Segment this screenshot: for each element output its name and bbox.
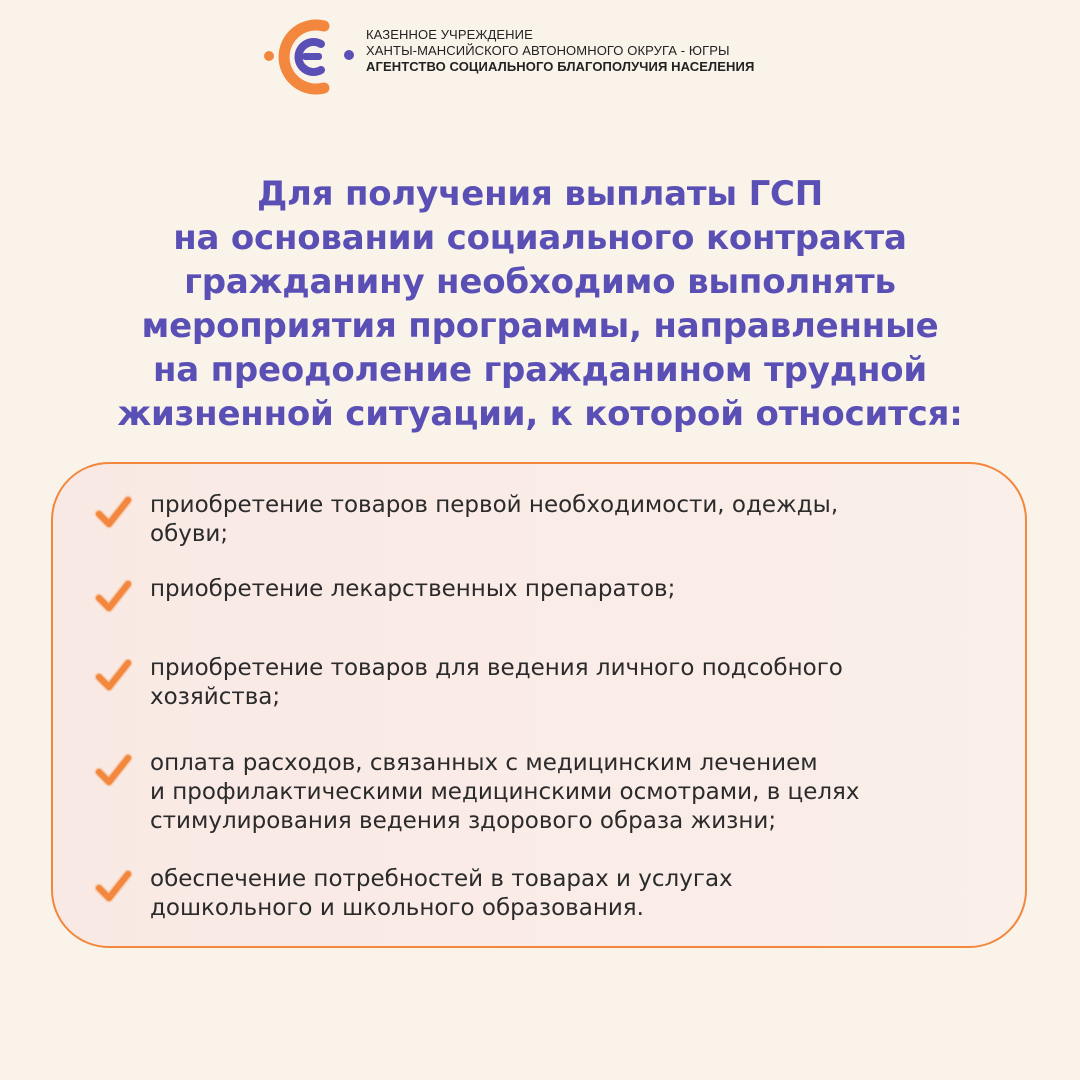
org-line-1: КАЗЕННОЕ УЧРЕЖДЕНИЕ xyxy=(366,27,533,42)
list-item-line: дошкольного и школьного образования. xyxy=(150,895,644,921)
agency-logo-icon xyxy=(262,18,358,96)
checkmark-icon xyxy=(93,867,133,907)
list-item-text xyxy=(150,654,1010,712)
requirements-card xyxy=(51,462,1027,948)
list-item-line: и профилактическими медицинскими осмотрами, в целях xyxy=(150,779,860,805)
list-item-line: приобретение лекарственных препаратов; xyxy=(150,576,676,602)
list-item-text xyxy=(150,491,1010,549)
list-item-line: оплата расходов, связанных с медицинским лечением xyxy=(150,750,818,776)
checkmark-icon xyxy=(93,577,133,617)
list-item-line: стимулирования ведения здорового образа жизни; xyxy=(150,808,777,834)
headline-line: Для получения выплаты ГСП xyxy=(256,174,824,214)
org-line-2: ХАНТЫ-МАНСИЙСКОГО АВТОНОМНОГО ОКРУГА - ЮГРЫ xyxy=(366,43,730,58)
headline-line: мероприятия программы, направленные xyxy=(141,306,939,346)
headline-line: жизненной ситуации, к которой относится: xyxy=(117,394,963,434)
list-item-line: приобретение товаров первой необходимости, одежды, xyxy=(150,492,839,518)
headline-line: на основании социального контракта xyxy=(173,218,907,258)
checkmark-icon xyxy=(93,493,133,533)
checkmark-icon xyxy=(93,656,133,696)
checkmark-icon xyxy=(93,751,133,791)
headline xyxy=(40,172,1040,436)
list-item-text xyxy=(150,749,1010,836)
org-name xyxy=(366,27,754,75)
list-item-text xyxy=(150,575,1010,604)
list-item-text xyxy=(150,865,1010,923)
list-item-line: обуви; xyxy=(150,521,229,547)
header xyxy=(262,18,882,98)
list-item-line: приобретение товаров для ведения личного подсобного xyxy=(150,655,843,681)
org-line-3: АГЕНТСТВО СОЦИАЛЬНОГО БЛАГОПОЛУЧИЯ НАСЕЛЕНИЯ xyxy=(366,59,755,74)
headline-line: гражданину необходимо выполнять xyxy=(184,262,896,302)
list-item-line: хозяйства; xyxy=(150,684,281,710)
list-item-line: обеспечение потребностей в товарах и услугах xyxy=(150,866,733,892)
headline-line: на преодоление гражданином трудной xyxy=(152,350,928,390)
